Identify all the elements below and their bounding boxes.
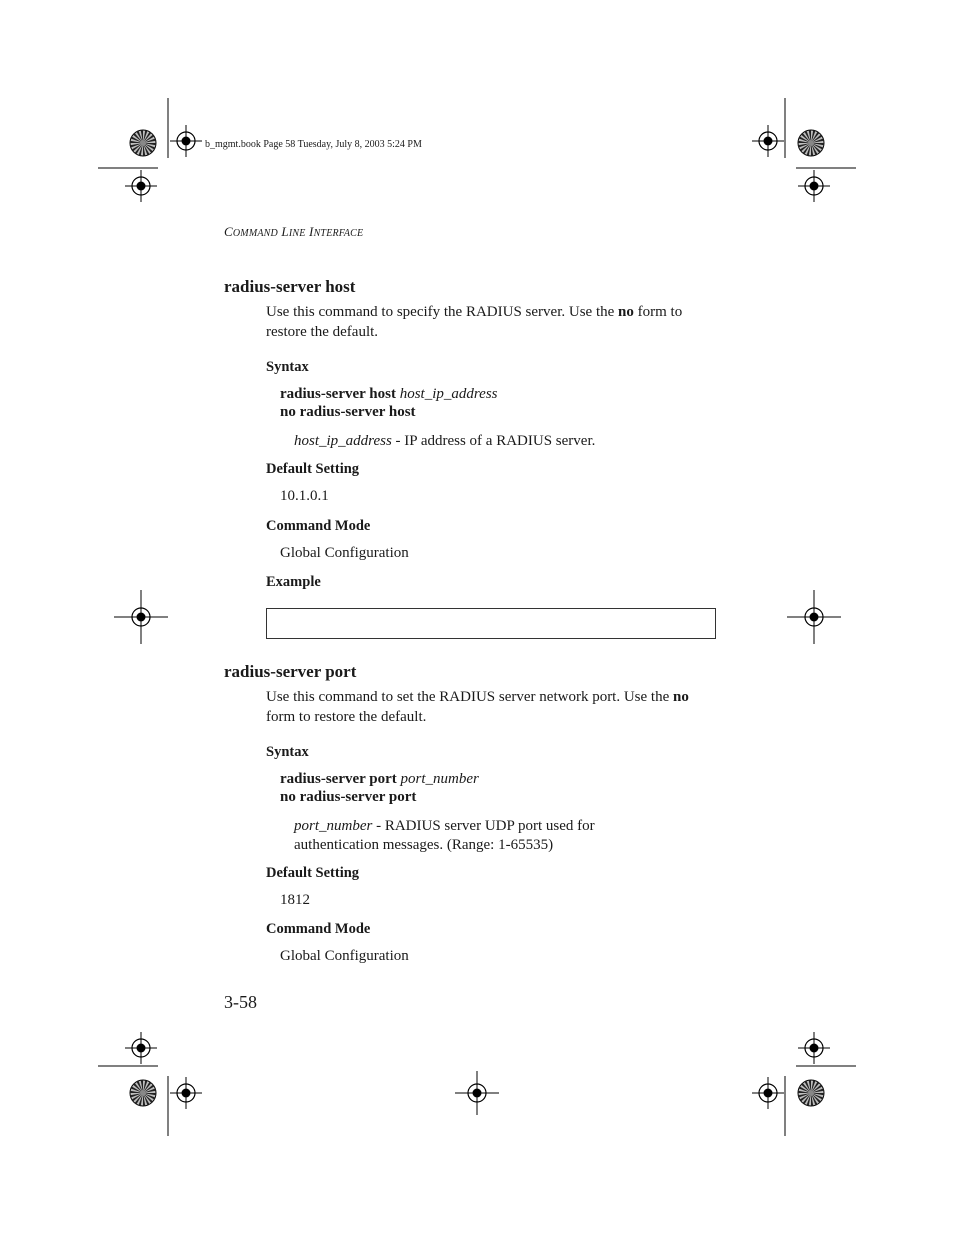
color-wheel-icon	[798, 130, 824, 156]
syntax-heading-port: Syntax	[266, 744, 309, 760]
color-wheel-icon	[130, 1080, 156, 1106]
description-host-text-2: form to restore the default.	[266, 304, 683, 340]
mode-heading-port: Command Mode	[266, 921, 371, 937]
default-value-port: 1812	[280, 892, 310, 908]
default-heading-host: Default Setting	[266, 461, 360, 477]
mode-value-port: Global Configuration	[280, 948, 409, 964]
running-head-initial-3: I	[309, 224, 314, 239]
registration-mark-icon	[125, 1032, 157, 1064]
syntax-heading-host: Syntax	[266, 359, 309, 375]
mode-heading-host: Command Mode	[266, 518, 371, 534]
description-port-text-2: form to restore the default.	[266, 709, 427, 725]
default-value-host: 10.1.0.1	[280, 488, 329, 504]
syntax-command-host: radius-server host	[280, 386, 396, 402]
syntax-argument-host: host_ip_address	[399, 386, 498, 402]
description-host-no: no	[618, 304, 634, 320]
registration-mark-icon	[752, 125, 784, 157]
parameter-desc-host: - IP address of a RADIUS server.	[391, 433, 596, 449]
description-host-text-1: Use this command to specify the RADIUS server. Use the	[266, 304, 619, 320]
color-wheel-icon	[130, 130, 156, 156]
running-head-rest-3: NTERFACE	[313, 228, 364, 239]
section-title-port: radius-server port	[224, 662, 357, 681]
mode-value-host: Global Configuration	[280, 545, 409, 561]
parameter-name-host: host_ip_address	[294, 433, 392, 449]
running-head-initial-1: C	[224, 224, 233, 239]
page-number: 3-58	[224, 992, 257, 1012]
running-head-rest-2: INE	[288, 228, 306, 239]
registration-mark-icon	[798, 170, 830, 202]
crop-lines	[98, 98, 856, 1136]
example-heading-host: Example	[266, 574, 321, 590]
default-heading-port: Default Setting	[266, 865, 360, 881]
registration-mark-icon	[125, 170, 157, 202]
parameter-name-port: port_number	[294, 818, 373, 834]
section-title-host: radius-server host	[224, 277, 356, 296]
print-header: b_mgmt.book Page 58 Tuesday, July 8, 2003 5:24 PM	[205, 139, 422, 150]
registration-mark-icon	[798, 1032, 830, 1064]
syntax-argument-port: port_number	[400, 771, 479, 787]
registration-mark-icon	[787, 590, 841, 644]
syntax-no-form-host: no radius-server host	[280, 404, 416, 420]
description-port-no: no	[673, 689, 689, 705]
registration-mark-icon	[455, 1071, 499, 1115]
running-head-initial-2: L	[281, 224, 289, 239]
registration-mark-icon	[752, 1077, 784, 1109]
syntax-no-form-port: no radius-server port	[280, 789, 417, 805]
registration-mark-icon	[170, 125, 202, 157]
description-port-text-1: Use this command to set the RADIUS server network port. Use the	[266, 689, 674, 705]
parameter-desc-port: - RADIUS server UDP port used for authentication messages. (Range: 1-65535)	[294, 818, 595, 853]
running-head-rest-1: OMMAND	[232, 228, 278, 239]
color-wheel-icon	[798, 1080, 824, 1106]
registration-mark-icon	[114, 590, 168, 644]
registration-mark-icon	[170, 1077, 202, 1109]
syntax-command-port: radius-server port	[280, 771, 397, 787]
